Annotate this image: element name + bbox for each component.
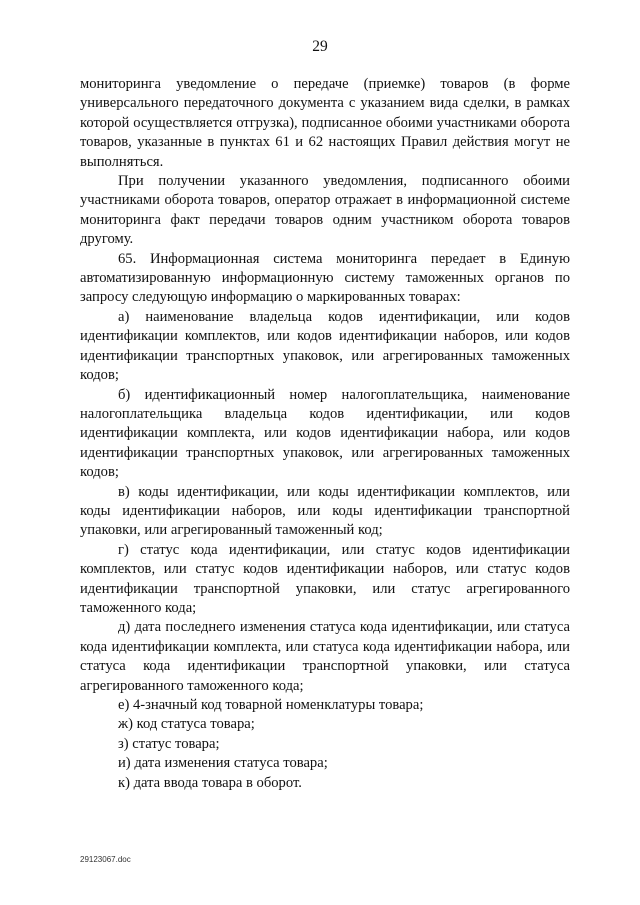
list-item-e: е) 4-значный код товарной номенклатуры товара;	[118, 697, 424, 713]
paragraph-clause-65: 65. Информационная система мониторинга передает в Единую автоматизированную информационную систему таможенных органов по запросу следующую информацию о маркированных товарах:	[80, 250, 570, 306]
list-item-a: а) наименование владельца кодов идентификации, или кодов идентификации комплектов, или кодов идентификации наборов, или кодов идентификации транспортных упаковок, или агрегированных таможенных кодов;	[80, 308, 570, 384]
paragraph: При получении указанного уведомления, подписанного обоими участниками оборота товаров, оператор отражает в информационной системе мониторинга факт передачи товаров одним участником оборота товаров другому.	[80, 173, 570, 248]
list-item-d: д) дата последнего изменения статуса кода идентификации, или статуса кода идентификации комплекта, или статуса кода идентификации набора, или статуса кода идентификации транспортной упаковки, или статуса агрегированного таможенного кода;	[80, 619, 570, 694]
list-item-g: г) статус кода идентификации, или статус кодов идентификации комплектов, или статус кодов идентификации наборов, или статус кодов идентификации транспортной упаковки, или статус агрегированного таможенного кода;	[80, 541, 570, 616]
page-number: 29	[312, 38, 328, 55]
list-item-b: б) идентификационный номер налогоплательщика, наименование налогоплательщика владельца кодов идентификации, или кодов идентификации комплекта, или кодов идентификации набора, или кодов идентификации транспортных упаковок, или агрегированных таможенных кодов;	[80, 386, 570, 481]
list-item-v: в) коды идентификации, или коды идентификации комплектов, или коды идентификации наборов, или коды идентификации транспортной упаковки, или агрегированный таможенный код;	[80, 483, 570, 539]
list-item-z: з) статус товара;	[118, 735, 220, 752]
document-body	[80, 75, 570, 793]
list-item-k: к) дата ввода товара в оборот.	[118, 774, 302, 791]
footer-file-name: 29123067.doc	[80, 855, 131, 864]
paragraph-continuation: мониторинга уведомление о передаче (приемке) товаров (в форме универсального передаточного документа с указанием вида сделки, в рамках которой осуществляется отгрузка), подписанное обоими участниками оборота товаров, указанные в пунктах 61 и 62 настоящих Правил действия могут не выполняться.	[80, 76, 570, 170]
list-item-i: и) дата изменения статуса товара;	[118, 755, 328, 772]
list-item-zh: ж) код статуса товара;	[118, 716, 255, 733]
